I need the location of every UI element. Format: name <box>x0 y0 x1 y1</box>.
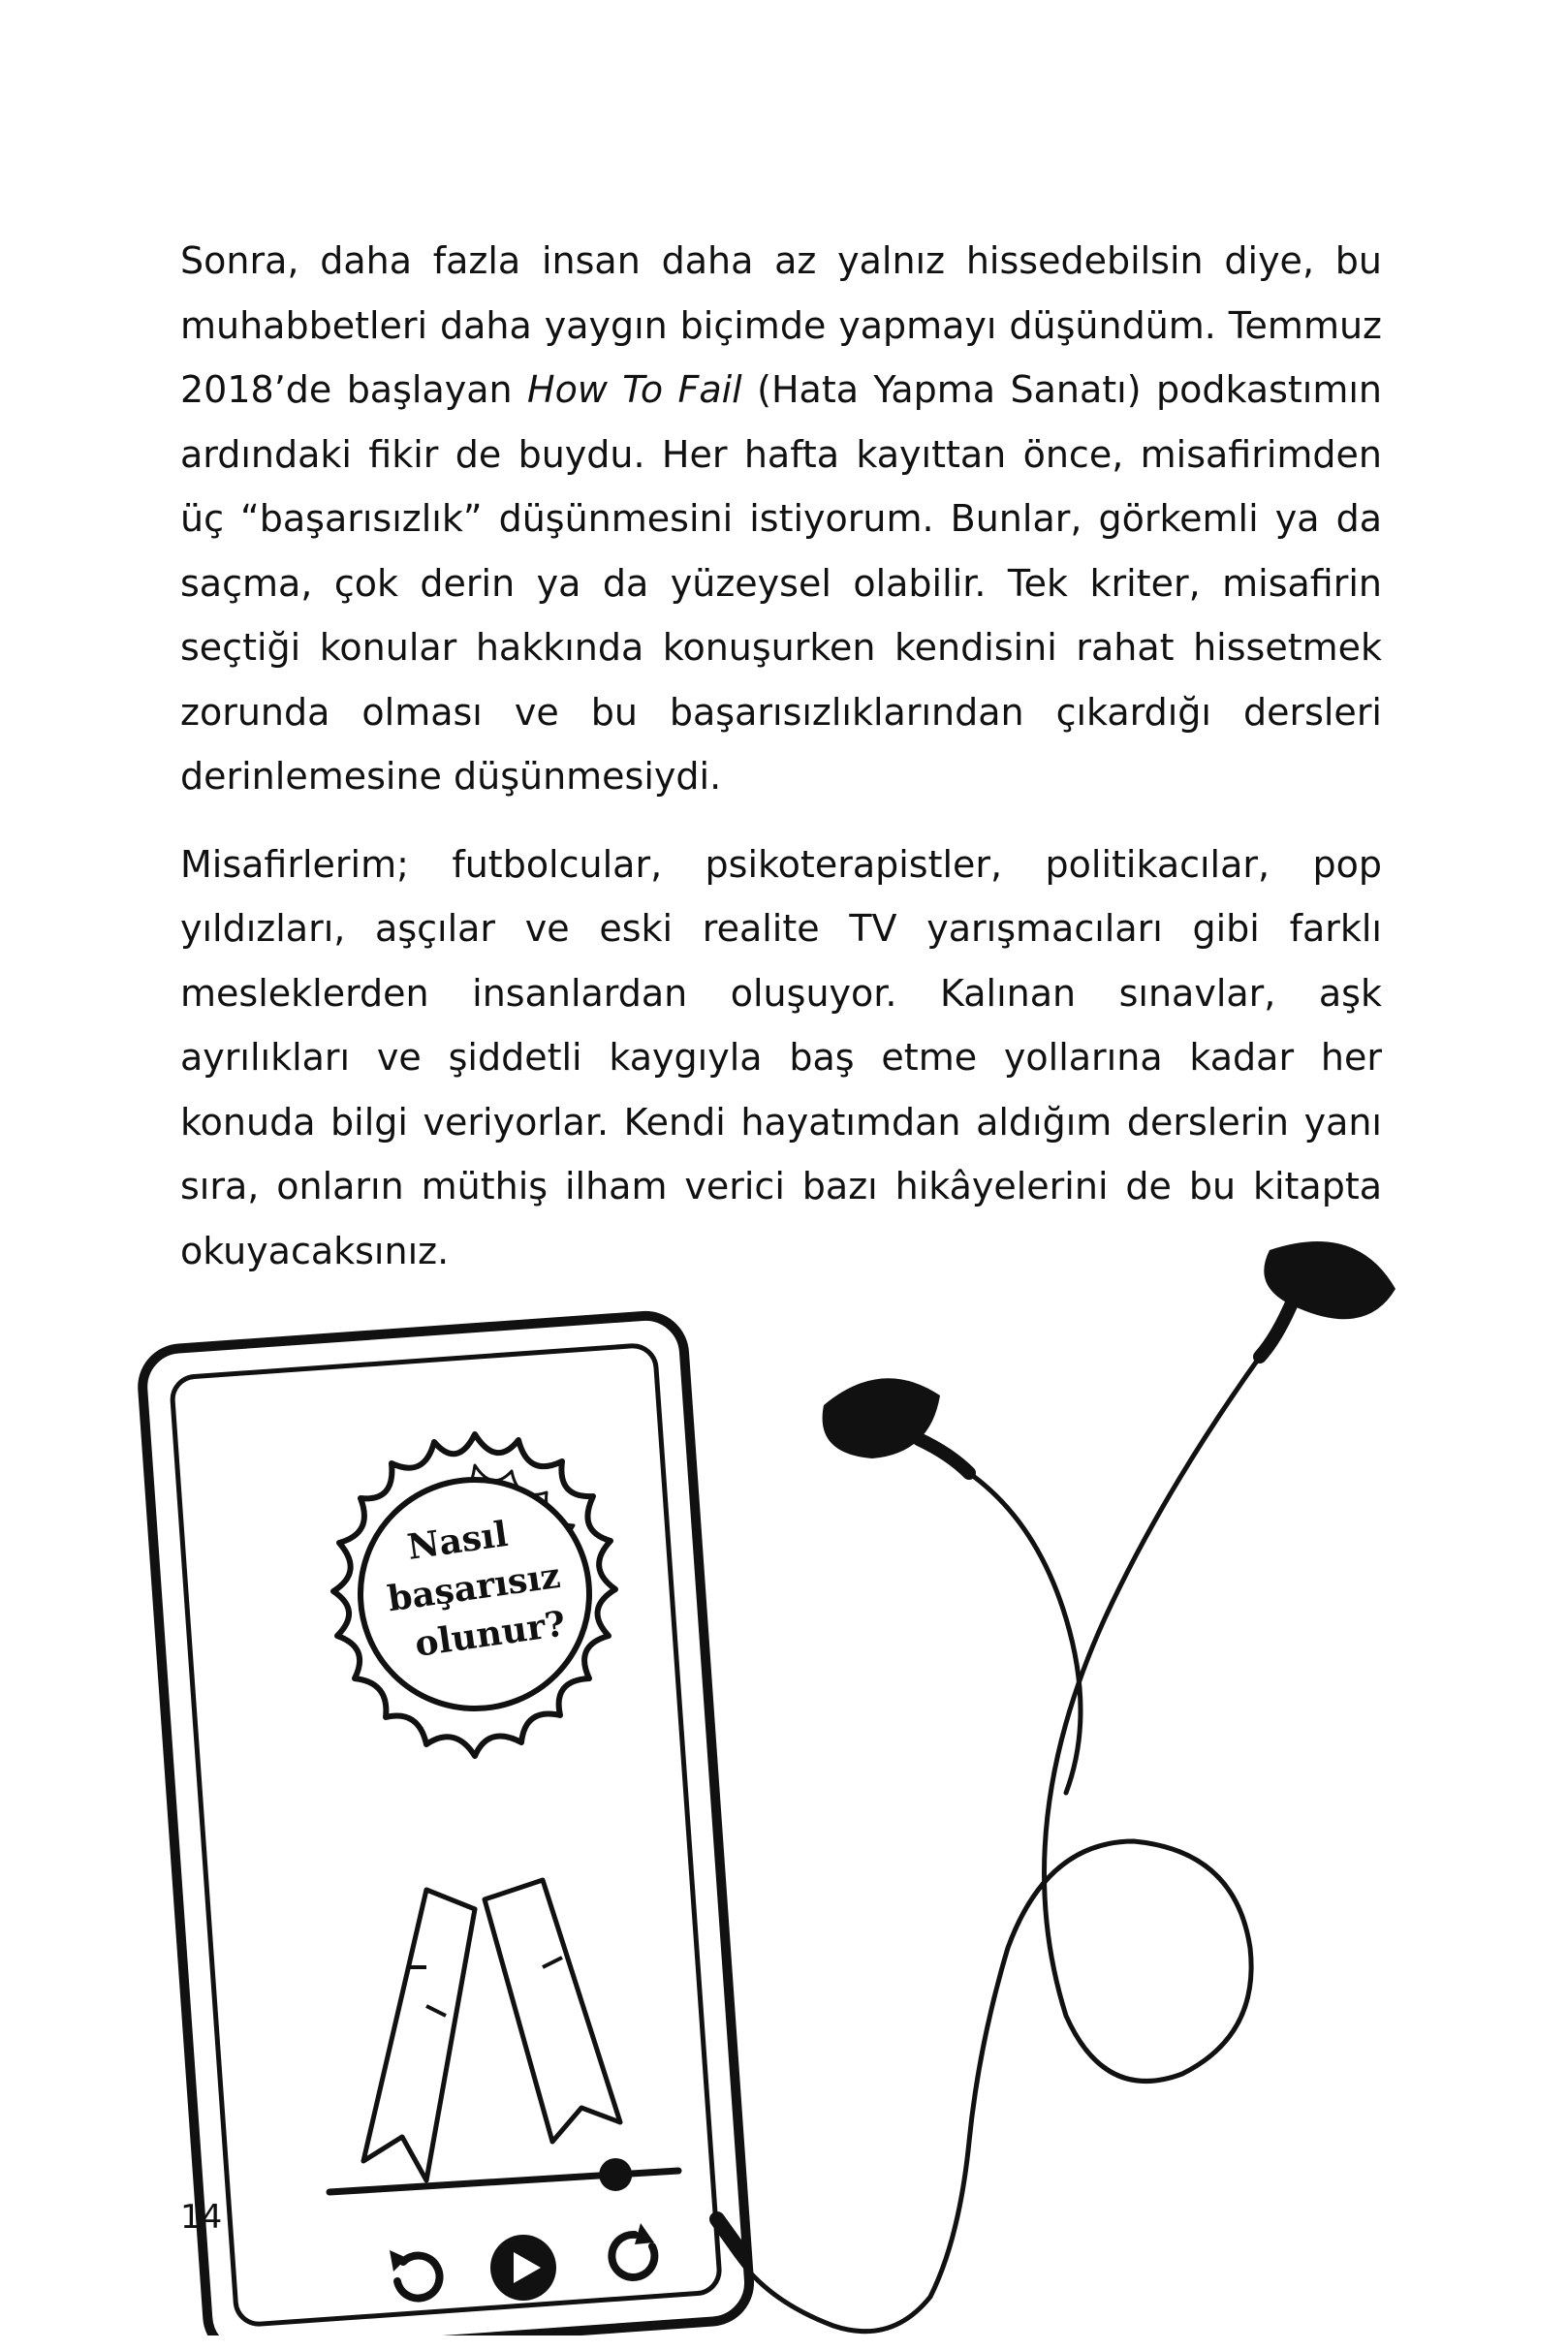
phone-illustration <box>136 1211 1434 2335</box>
earphones-icon <box>717 1241 1396 2332</box>
podcast-title: How To Fail <box>527 368 742 411</box>
page-number: 14 <box>180 2198 223 2237</box>
paragraph-1-start: Sonra, daha fazla insan daha az yalnız hissedebilsin diye, bu muhabbetleri daha yaygın biçimde yapmayı düşündüm. Temmuz 2018’de başlayan <box>180 239 1382 411</box>
paragraph-1-end: (Hata Yapma Sanatı) podkastımın ardındaki fikir de buydu. Her hafta kayıttan önce, misafirimden üç “başarısızlık” düşünmesini istiyorum. Bunlar, görkemli ya da saçma, çok derin ya da yüzeysel olabilir. Tek kriter, misafirin seçtiği konular hakkında konuşurken kendisini rahat hissetmek zorunda olması ve bu başarısızlıklarından çıkardığı dersleri derinlemesine düşünmesiydi. <box>180 368 1382 798</box>
paragraph-2: Misafirlerim; futbolcular, psikoterapistler, politikacılar, pop yıldızları, aşçılar ve eski realite TV yarışmacıları gibi farklı mesleklerden insanlardan oluşuyor. Kalınan sınavlar, aşk ayrılıkları ve şiddetli kaygıyla baş etme yollarına kadar her konuda bilgi veriyorlar. Kendi hayatımdan aldığım derslerin yanı sıra, onların müthiş ilham verici bazı hikâyelerini de bu kitapta okuyacaksınız. <box>180 842 1382 1272</box>
slider-knob[interactable] <box>599 2158 632 2191</box>
body-text <box>180 229 1382 1306</box>
paragraph-1 <box>180 229 1382 809</box>
badge-line-2: başarısız <box>385 1554 563 1620</box>
play-icon[interactable] <box>490 2235 556 2301</box>
badge-line-1: Nasıl <box>404 1513 511 1568</box>
badge-line-3: olunur? <box>412 1603 569 1665</box>
